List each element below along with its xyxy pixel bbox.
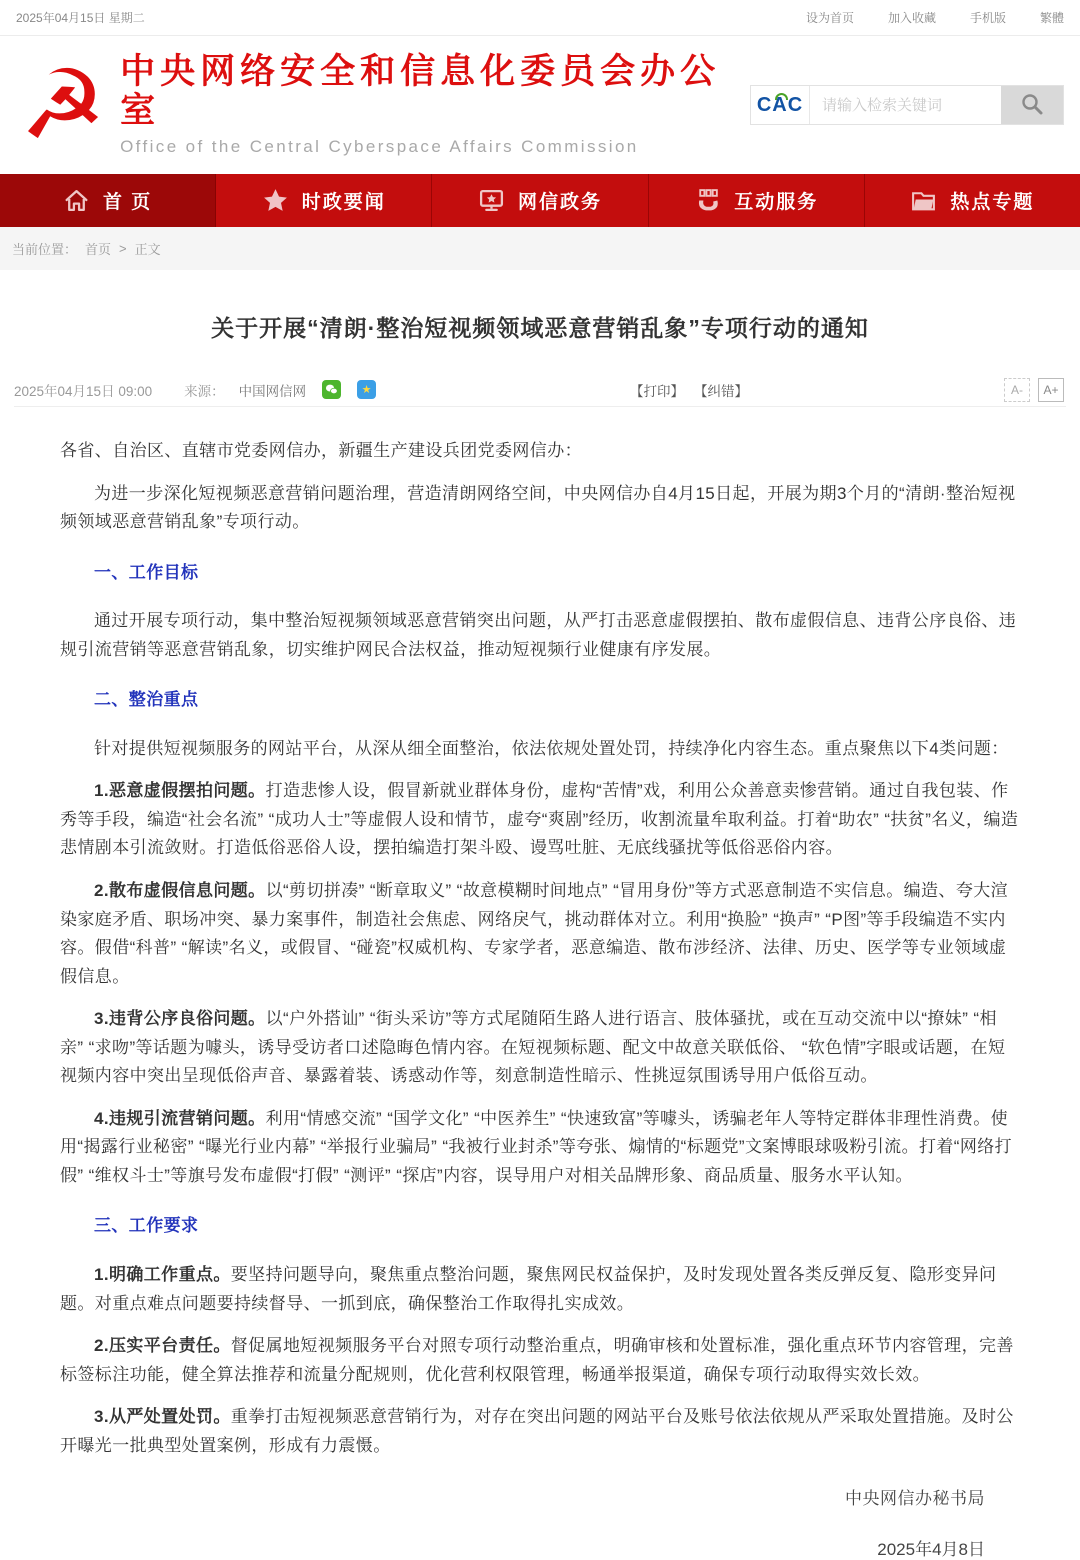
site-title: 中央网络安全和信息化委员会办公室 — [120, 52, 721, 130]
article-meta-left — [14, 380, 376, 400]
nav-item-topics[interactable] — [865, 174, 1080, 227]
nav-item-politics[interactable] — [216, 174, 432, 227]
nav-label: 热点专题 — [950, 192, 1035, 213]
topbar-links — [806, 9, 1064, 26]
star-icon — [262, 187, 289, 214]
main-nav — [0, 174, 1080, 227]
search-button[interactable] — [1001, 86, 1063, 124]
paragraph: 2.压实平台责任。督促属地短视频服务平台对照专项行动整治重点，明确审核和处置标准，强化重点环节内容管理，完善标签标注功能，健全算法推荐和流量分配规则，优化营利权限管理，畅通举报渠道，确保专项行动取得实效长效。 — [60, 1336, 1014, 1384]
masthead — [0, 36, 1080, 174]
nav-label: 网信政务 — [518, 192, 603, 213]
nav-item-interaction[interactable] — [649, 174, 865, 227]
font-larger-button[interactable]: A+ — [1038, 378, 1064, 402]
breadcrumb-separator: > — [119, 241, 127, 256]
search-icon — [1020, 92, 1044, 119]
breadcrumb — [0, 227, 1080, 270]
folder-icon — [910, 187, 937, 214]
font-smaller-button[interactable]: A- — [1004, 378, 1030, 402]
paragraph: 1.恶意虚假摆拍问题。打造悲惨人设，假冒新就业群体身份，虚构“苦情”戏，利用公众善意卖惨营销。通过自我包装、作秀等手段，编造“社会名流” “成功人士”等虚假人设和情节，虚夸“爽剧”经历，收割流量牟取利益。打着“助农” “扶贫”名义，编造悲情剧本引流敛财。打造低俗恶俗人设，摆拍编造打架斗殴、谩骂吐脏、无底线骚扰等低俗恶俗内容。 — [60, 781, 1019, 858]
paragraph: 针对提供短视频服务的网站平台，从深从细全面整治，依法依规处置处罚，持续净化内容生态。重点聚焦以下4类问题： — [94, 738, 1009, 758]
paragraph-lead: 2.压实平台责任。 — [94, 1336, 231, 1356]
mobile-version-link[interactable]: 手机版 — [969, 11, 1006, 25]
paragraph: 3.违背公序良俗问题。以“户外搭讪” “街头采访”等方式尾随陌生路人进行语言、肢体骚扰，或在互动交流中以“撩妹” “相亲” “求吻”等话题为噱头，诱导受访者口述隐晦色情内容。在短视频标题、配文中故意关联低俗、 “软色情”字眼或话题，在短视频内容中突出呈现低俗声音、暴露着装、诱惑动作等，刻意制造性暗示、性挑逗氛围诱导用户低俗互动。 — [60, 1009, 1006, 1086]
wechat-share-icon[interactable] — [322, 380, 341, 399]
home-icon — [63, 187, 90, 214]
current-date: 2025年04月15日 星期二 — [16, 11, 145, 25]
nav-label: 时政要闻 — [301, 192, 386, 213]
paragraph-lead: 2.散布虚假信息问题。 — [94, 881, 266, 901]
nav-item-home[interactable] — [0, 174, 216, 227]
cac-logo-arc — [775, 93, 788, 100]
paragraph-lead: 3.从严处置处罚。 — [94, 1407, 231, 1427]
paragraph: 1.明确工作重点。要坚持问题导向，聚焦重点整治问题，聚焦网民权益保护，及时发现处置各类反弹反复、隐形变异问题。对重点难点问题要持续督导、一抓到底，确保整治工作取得扎实成效。 — [60, 1265, 997, 1313]
breadcrumb-current: 正文 — [134, 242, 161, 257]
source-label: 来源： — [184, 383, 225, 399]
section-heading: 三、工作要求 — [94, 1216, 199, 1236]
hammer-sickle-logo-icon: ☭ — [20, 49, 107, 161]
paragraph-lead: 3.违背公序良俗问题。 — [94, 1009, 266, 1029]
signature-date: 2025年4月8日 — [877, 1540, 985, 1560]
section-heading: 一、工作目标 — [94, 562, 199, 582]
interaction-icon — [694, 187, 721, 214]
nav-label: 互动服务 — [734, 192, 819, 213]
qzone-share-icon[interactable]: ★ — [357, 380, 376, 399]
search-bar — [750, 85, 1064, 125]
article-body — [0, 407, 1080, 1460]
breadcrumb-label: 当前位置： — [12, 242, 78, 257]
section-heading: 二、整治重点 — [94, 690, 199, 710]
paragraph: 为进一步深化短视频恶意营销问题治理，营造清朗网络空间，中央网信办自4月15日起，开展为期3个月的“清朗·整治短视频领域恶意营销乱象”专项行动。 — [60, 483, 1016, 532]
correction-button[interactable]: 【纠错】 — [694, 383, 748, 399]
nav-item-egov[interactable] — [432, 174, 648, 227]
top-utility-bar — [0, 0, 1080, 36]
breadcrumb-home-link[interactable]: 首页 — [85, 242, 112, 257]
font-size-controls — [1004, 378, 1064, 402]
paragraph: 通过开展专项行动，集中整治短视频领域恶意营销突出问题，从严打击恶意虚假摆拍、散布虚假信息、违背公序良俗、违规引流营销等恶意营销乱象，切实维护网民合法权益，推动短视频行业健康有序发展。 — [60, 611, 1017, 659]
nav-label: 首 页 — [102, 192, 153, 213]
paragraph-lead: 1.恶意虚假摆拍问题。 — [94, 781, 266, 801]
article-signature — [0, 1474, 1080, 1560]
add-favorite-link[interactable]: 加入收藏 — [887, 11, 936, 25]
paragraph: 2.散布虚假信息问题。以“剪切拼凑” “断章取义” “故意模糊时间地点” “冒用身份”等方式恶意制造不实信息。编造、夸大渲染家庭矛盾、职场冲突、暴力案事件，制造社会焦虑、网络戾气，挑动群体对立。利用“换脸” “换声” “P图”等手段编造不实内容。假借“科普” “解读”名义，或假冒、“碰瓷”权威机构、专家学者，恶意编造、散布涉经济、法律、历史、医学等专业领域虚假信息。 — [60, 881, 1009, 986]
monitor-star-icon — [478, 187, 505, 214]
cac-logo: CAC — [756, 93, 804, 116]
article-actions — [630, 380, 748, 400]
site-subtitle: Office of the Central Cyberspace Affairs Commission — [120, 137, 639, 156]
site-identity — [120, 53, 750, 157]
paragraph-lead: 1.明确工作重点。 — [94, 1265, 231, 1285]
set-homepage-link[interactable]: 设为首页 — [805, 11, 854, 25]
search-input[interactable] — [809, 86, 1001, 124]
print-button[interactable]: 【打印】 — [630, 383, 684, 399]
source-name: 中国网信网 — [238, 383, 307, 399]
paragraph-lead: 4.违规引流营销问题。 — [94, 1108, 266, 1128]
article-meta-row — [14, 373, 1066, 407]
publish-datetime: 2025年04月15日 09:00 — [14, 383, 153, 399]
paragraph: 各省、自治区、直辖市党委网信办，新疆生产建设兵团党委网信办： — [60, 441, 582, 460]
signature-org: 中央网信办秘书局 — [845, 1489, 985, 1509]
article — [0, 310, 1080, 1560]
page-title: 关于开展“清朗·整治短视频领域恶意营销乱象”专项行动的通知 — [211, 315, 869, 341]
traditional-chinese-link[interactable]: 繁體 — [1039, 11, 1064, 25]
paragraph: 3.从严处置处罚。重拳打击短视频恶意营销行为，对存在突出问题的网站平台及账号依法依规从严采取处置措施。及时公开曝光一批典型处置案例，形成有力震慑。 — [60, 1407, 1014, 1455]
paragraph: 4.违规引流营销问题。利用“情感交流” “国学文化” “中医养生” “快速致富”等噱头，诱骗老年人等特定群体非理性消费。使用“揭露行业秘密” “曝光行业内幕” “举报行业骗局” “我被行业封杀”等夸张、煽情的“标题党”文案博眼球吸粉引流。打着“网络打假” “维权斗士”等旗号发布虚假“打假” “测评” “探店”内容，误导用户对相关品牌形象、商品质量、服务水平认知。 — [60, 1108, 1013, 1185]
